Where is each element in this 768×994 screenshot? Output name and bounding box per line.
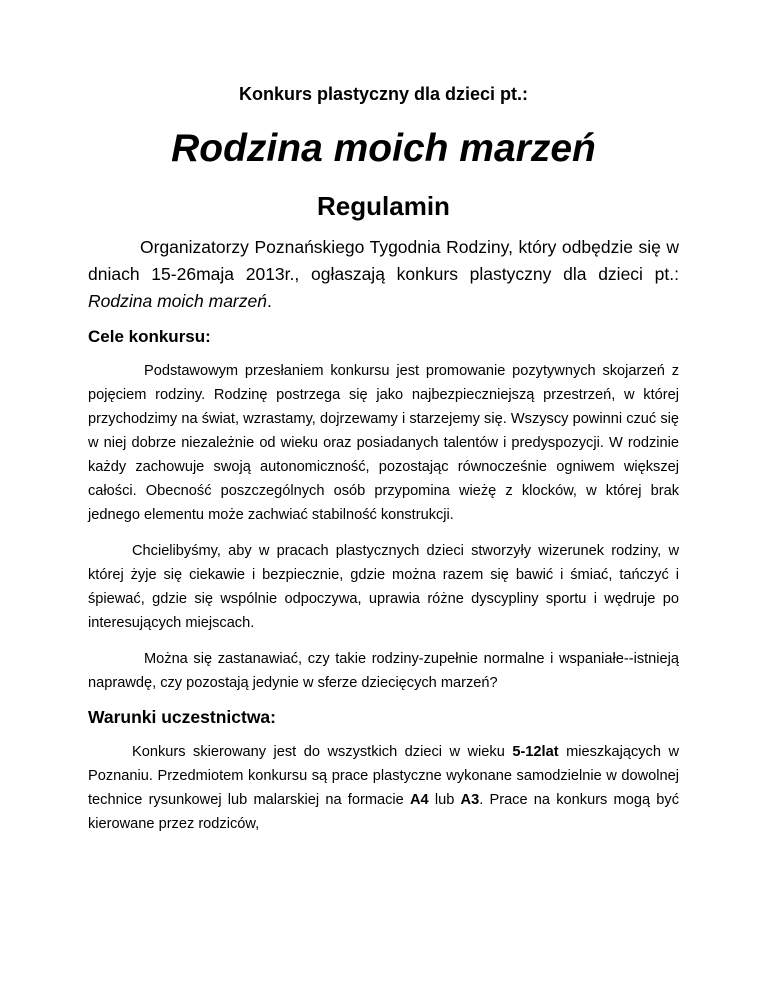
- goals-paragraph-2: Chcielibyśmy, aby w pracach plastycznych dzieci stworzyły wizerunek rodziny, w której żyje się ciekawie i bezpiecznie, gdzie można razem się bawić i śmiać, tańczyć i śpiewać, gdzie się wspólnie odpoczywa, uprawia różne dyscypliny sportu i wędruje po interesujących miejscach.: [88, 543, 679, 631]
- intro-title-italic: Rodzina moich marzeń: [88, 291, 267, 311]
- intro-text: Organizatorzy Poznańskiego Tygodnia Rodziny, który odbędzie się w dniach 15-26maja 2013r., ogłaszają konkurs plastyczny dla dzieci pt.:: [88, 237, 679, 284]
- document-subtitle: Regulamin: [317, 191, 450, 221]
- conditions-paragraph-1: [88, 740, 679, 836]
- document-title: Rodzina moich marzeń: [171, 127, 596, 170]
- section-heading-goals: Cele konkursu:: [88, 327, 211, 346]
- conditions-text-2: mieszkających w Poznaniu. Przedmiotem konkursu są prace plastyczne wykonane samodzielnie w dowolnej technice rysunkowej lub malarskiej na formacie: [88, 744, 679, 808]
- goals-paragraph-3: Można się zastanawiać, czy takie rodziny-zupełnie normalne i wspaniałe--istnieją naprawdę, czy pozostają jedynie w sferze dziecięcych marzeń?: [88, 651, 679, 691]
- format-a3: A3: [460, 792, 480, 808]
- conditions-text-1: Konkurs skierowany jest do wszystkich dzieci w wieku: [132, 744, 513, 760]
- age-range: 5-12lat: [512, 744, 559, 760]
- conditions-text-3: lub: [428, 792, 461, 808]
- intro-period: .: [266, 291, 272, 311]
- document-content: [88, 84, 679, 848]
- goals-paragraph-1: Podstawowym przesłaniem konkursu jest promowanie pozytywnych skojarzeń z pojęciem rodziny. Rodzinę postrzega się jako najbezpieczniejszą przestrzeń, w której przychodzimy na świat, wzrastamy, dojrzewamy i starzejemy się. Wszyscy powinni czuć się w niej dobrze niezależnie od wieku oraz posiadanych talentów i predyspozycji. W rodzinie każdy zachowuje swoją autonomiczność, pozostając równocześnie ogniwem większej całości. Obecność poszczególnych osób przypomina wieżę z klocków, w której brak jednego elementu może zachwiać stabilność konstrukcji.: [88, 363, 679, 523]
- conditions-text-4: . Prace na konkurs mogą być kierowane przez rodziców,: [88, 792, 679, 832]
- contest-header: Konkurs plastyczny dla dzieci pt.:: [238, 84, 529, 104]
- format-a4: A4: [409, 792, 429, 808]
- intro-paragraph: [88, 234, 679, 315]
- section-heading-conditions: Warunki uczestnictwa:: [88, 707, 276, 727]
